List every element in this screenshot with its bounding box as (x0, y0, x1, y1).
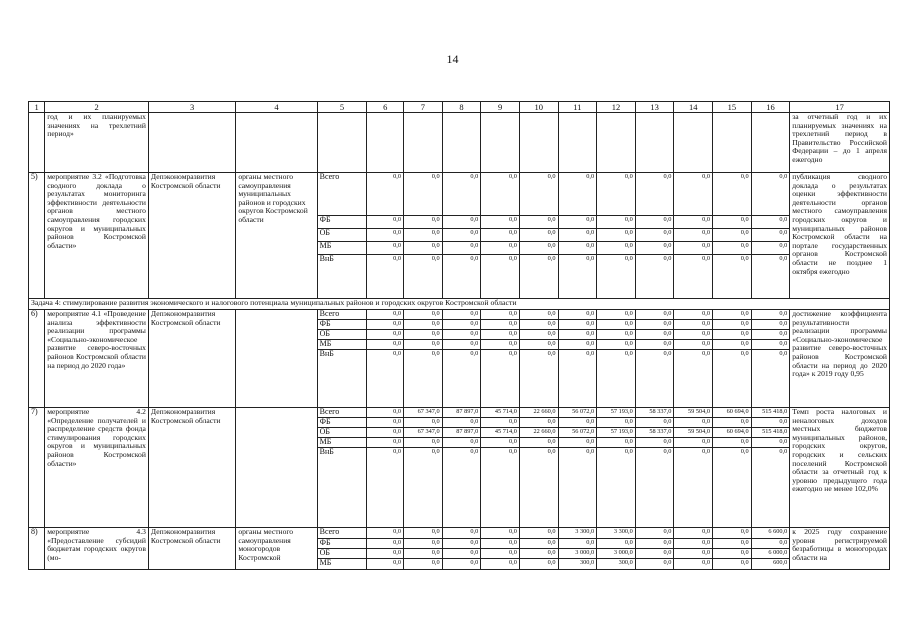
activity-coexecutor: органы местного самоуправления моногородов Костромской (236, 528, 317, 570)
funding-source: ОБ (317, 229, 367, 242)
funding-value: 0,0 (635, 310, 674, 320)
funding-source: ФБ (317, 216, 367, 229)
funding-value: 56 072,0 (558, 408, 597, 418)
funding-value: 0,0 (751, 173, 790, 216)
funding-value: 0,0 (481, 528, 520, 539)
column-number: 12 (597, 102, 636, 113)
funding-value: 45 714,0 (481, 428, 520, 438)
funding-value: 0,0 (713, 549, 752, 559)
funding-value: 0,0 (597, 539, 636, 549)
funding-value: 6 600,0 (751, 528, 790, 539)
funding-source: МБ (317, 340, 367, 350)
funding-value: 0,0 (751, 350, 790, 408)
funding-value: 0,0 (481, 350, 520, 408)
funding-value: 0,0 (597, 242, 636, 255)
funding-value: 0,0 (751, 320, 790, 330)
funding-value: 59 504,0 (674, 408, 713, 418)
funding-value: 3 300,0 (558, 528, 597, 539)
funding-source: ОБ (317, 428, 367, 438)
funding-value: 0,0 (635, 438, 674, 448)
funding-value: 0,0 (558, 340, 597, 350)
activity-name: мероприятие 3.2 «Подготовка сводного доклада о результатах мониторинга эффективности деятельности органов местного самоуправления городских округов и муниципальных районов Костромской области» (45, 173, 149, 299)
funding-value: 0,0 (442, 310, 481, 320)
funding-value: 0,0 (367, 438, 404, 448)
funding-value: 3 300,0 (597, 528, 636, 539)
funding-value: 0,0 (674, 539, 713, 549)
funding-value: 0,0 (442, 438, 481, 448)
funding-value: 0,0 (481, 229, 520, 242)
column-number: 14 (674, 102, 713, 113)
funding-value: 0,0 (635, 216, 674, 229)
funding-value: 0,0 (519, 549, 558, 559)
activity-row (29, 408, 890, 418)
funding-value: 0,0 (404, 310, 443, 320)
funding-value: 0,0 (674, 448, 713, 528)
column-number: 9 (481, 102, 520, 113)
funding-value: 0,0 (558, 539, 597, 549)
funding-value: 0,0 (367, 448, 404, 528)
funding-value: 0,0 (674, 340, 713, 350)
funding-value: 0,0 (635, 229, 674, 242)
funding-value: 0,0 (519, 310, 558, 320)
funding-value: 0,0 (674, 320, 713, 330)
continued-result-text: за отчетный год и их планируемых значениях на трехлетний период в Правительство Российской Федерации – до 1 апреля ежегодно (790, 113, 890, 173)
funding-value: 0,0 (597, 330, 636, 340)
funding-value: 0,0 (674, 330, 713, 340)
funding-value: 0,0 (713, 255, 752, 299)
funding-value: 0,0 (442, 418, 481, 428)
funding-value: 0,0 (751, 255, 790, 299)
funding-value: 67 347,0 (404, 408, 443, 418)
activity-coexecutor (236, 310, 317, 408)
funding-value: 0,0 (519, 330, 558, 340)
funding-value: 0,0 (713, 229, 752, 242)
funding-value: 0,0 (404, 549, 443, 559)
funding-value: 0,0 (558, 320, 597, 330)
funding-value: 0,0 (519, 173, 558, 216)
activity-coexecutor: органы местного самоуправления муниципальных районов и городских округов Костромской области (236, 173, 317, 299)
funding-value: 0,0 (713, 448, 752, 528)
funding-value: 0,0 (558, 448, 597, 528)
funding-value: 60 694,0 (713, 408, 752, 418)
funding-value: 0,0 (674, 216, 713, 229)
funding-value: 0,0 (481, 418, 520, 428)
funding-value: 0,0 (674, 310, 713, 320)
funding-value: 0,0 (558, 216, 597, 229)
column-number: 2 (45, 102, 149, 113)
funding-source: ФБ (317, 418, 367, 428)
funding-value: 0,0 (597, 216, 636, 229)
funding-value: 0,0 (442, 340, 481, 350)
funding-value: 87 897,0 (442, 408, 481, 418)
funding-value: 0,0 (597, 418, 636, 428)
funding-value: 0,0 (713, 310, 752, 320)
activity-index: 6) (29, 310, 45, 408)
funding-value: 0,0 (481, 216, 520, 229)
activity-row (29, 173, 890, 216)
funding-value: 0,0 (751, 448, 790, 528)
funding-value: 3 000,0 (558, 549, 597, 559)
funding-value: 0,0 (635, 549, 674, 559)
funding-value: 0,0 (519, 559, 558, 570)
funding-source: МБ (317, 559, 367, 570)
funding-value: 0,0 (558, 242, 597, 255)
funding-value: 0,0 (674, 549, 713, 559)
funding-value: 0,0 (635, 330, 674, 340)
funding-value: 0,0 (481, 255, 520, 299)
activity-coexecutor (236, 408, 317, 528)
funding-value: 0,0 (635, 173, 674, 216)
funding-value: 0,0 (597, 448, 636, 528)
funding-value: 0,0 (635, 242, 674, 255)
funding-source: ФБ (317, 539, 367, 549)
funding-value: 22 660,0 (519, 408, 558, 418)
funding-value: 0,0 (442, 350, 481, 408)
page-number: 14 (446, 52, 459, 66)
funding-value: 3 000,0 (597, 549, 636, 559)
funding-value: 0,0 (751, 310, 790, 320)
activity-executor: Депэкономразвития Костромской области (148, 310, 235, 408)
funding-value: 0,0 (713, 418, 752, 428)
funding-value: 0,0 (481, 242, 520, 255)
funding-source: МБ (317, 438, 367, 448)
activity-executor: Депэкономразвития Костромской области (148, 528, 235, 570)
task-heading: Задача 4: стимулирование развития экономического и налогового потенциала муниципальных районов и городских округов Костромской области (29, 299, 890, 310)
funding-value: 0,0 (442, 549, 481, 559)
funding-source: ВнБ (317, 448, 367, 528)
funding-value: 0,0 (367, 173, 404, 216)
funding-value: 0,0 (597, 340, 636, 350)
funding-value: 0,0 (404, 242, 443, 255)
funding-value: 0,0 (558, 418, 597, 428)
funding-value: 300,0 (597, 559, 636, 570)
funding-value: 0,0 (367, 242, 404, 255)
funding-value: 0,0 (558, 310, 597, 320)
funding-source: Всего (317, 528, 367, 539)
funding-value: 0,0 (367, 229, 404, 242)
column-number: 16 (751, 102, 790, 113)
column-number: 17 (790, 102, 890, 113)
funding-value: 0,0 (713, 216, 752, 229)
funding-value: 0,0 (519, 320, 558, 330)
funding-value: 0,0 (519, 350, 558, 408)
funding-value: 0,0 (367, 408, 404, 418)
column-number: 15 (713, 102, 752, 113)
funding-value: 0,0 (635, 448, 674, 528)
activity-index: 7) (29, 408, 45, 528)
funding-value: 0,0 (367, 559, 404, 570)
funding-value: 0,0 (558, 229, 597, 242)
funding-value: 515 418,0 (751, 428, 790, 438)
funding-value: 0,0 (597, 350, 636, 408)
funding-value: 0,0 (404, 320, 443, 330)
funding-value: 67 347,0 (404, 428, 443, 438)
funding-value: 0,0 (367, 216, 404, 229)
funding-value: 0,0 (597, 310, 636, 320)
funding-value: 0,0 (751, 330, 790, 340)
funding-value: 6 000,0 (751, 549, 790, 559)
column-number: 8 (442, 102, 481, 113)
funding-value: 0,0 (367, 539, 404, 549)
funding-value: 0,0 (367, 320, 404, 330)
funding-value: 0,0 (597, 173, 636, 216)
funding-value: 0,0 (519, 242, 558, 255)
funding-value: 0,0 (635, 350, 674, 408)
funding-value: 0,0 (367, 528, 404, 539)
activity-row (29, 528, 890, 539)
funding-value: 0,0 (674, 173, 713, 216)
funding-value: 0,0 (481, 438, 520, 448)
funding-value: 0,0 (404, 528, 443, 539)
funding-value: 0,0 (367, 428, 404, 438)
column-number: 4 (236, 102, 317, 113)
activity-name: мероприятие 4.2 «Определение получателей и распределение средств фонда стимулирования городских округов и муниципальных районов Костромской области» (45, 408, 149, 528)
column-number: 7 (404, 102, 443, 113)
funding-value: 0,0 (713, 559, 752, 570)
funding-value: 0,0 (597, 320, 636, 330)
activity-executor: Депэкономразвития Костромской области (148, 408, 235, 528)
funding-value: 0,0 (713, 330, 752, 340)
funding-value: 0,0 (674, 229, 713, 242)
funding-value: 0,0 (367, 255, 404, 299)
funding-value: 57 193,0 (597, 428, 636, 438)
funding-source: МБ (317, 242, 367, 255)
funding-value: 0,0 (751, 438, 790, 448)
funding-value: 0,0 (635, 418, 674, 428)
funding-value: 0,0 (635, 559, 674, 570)
activity-row (29, 310, 890, 320)
funding-value: 0,0 (404, 330, 443, 340)
funding-value: 0,0 (597, 438, 636, 448)
funding-source: ВнБ (317, 350, 367, 408)
funding-value: 0,0 (519, 438, 558, 448)
funding-value: 0,0 (713, 438, 752, 448)
funding-value: 0,0 (481, 173, 520, 216)
funding-value: 0,0 (442, 330, 481, 340)
funding-value: 58 337,0 (635, 428, 674, 438)
funding-value: 0,0 (404, 448, 443, 528)
funding-value: 0,0 (404, 216, 443, 229)
funding-value: 60 694,0 (713, 428, 752, 438)
funding-value: 0,0 (635, 539, 674, 549)
activity-name: мероприятие 4.1 «Проведение анализа эффективности реализации программы «Социально-экономическое развитие северо-восточных районов Костромской области на период до 2020 года» (45, 310, 149, 408)
program-activities-table (28, 101, 890, 570)
funding-value: 0,0 (404, 559, 443, 570)
funding-value: 0,0 (674, 242, 713, 255)
funding-value: 87 897,0 (442, 428, 481, 438)
funding-value: 0,0 (404, 229, 443, 242)
funding-value: 0,0 (404, 173, 443, 216)
funding-value: 0,0 (442, 255, 481, 299)
funding-value: 0,0 (713, 528, 752, 539)
funding-source: Всего (317, 408, 367, 418)
funding-value: 0,0 (442, 528, 481, 539)
activity-index: 8) (29, 528, 45, 570)
funding-value: 0,0 (597, 255, 636, 299)
column-number: 13 (635, 102, 674, 113)
funding-value: 0,0 (558, 255, 597, 299)
funding-source: ФБ (317, 320, 367, 330)
funding-value: 0,0 (519, 539, 558, 549)
funding-value: 300,0 (558, 559, 597, 570)
funding-value: 0,0 (442, 320, 481, 330)
funding-value: 0,0 (713, 173, 752, 216)
funding-value: 0,0 (519, 229, 558, 242)
funding-source: ОБ (317, 330, 367, 340)
column-number: 6 (367, 102, 404, 113)
funding-value: 0,0 (519, 340, 558, 350)
activity-executor: Депэкономразвития Костромской области (148, 173, 235, 299)
funding-value: 0,0 (404, 539, 443, 549)
funding-value: 0,0 (713, 539, 752, 549)
funding-value: 0,0 (713, 340, 752, 350)
funding-value: 0,0 (367, 330, 404, 340)
funding-source: Всего (317, 310, 367, 320)
funding-value: 0,0 (519, 448, 558, 528)
column-number: 5 (317, 102, 367, 113)
activity-name: мероприятие 4.3 «Предоставление субсидий бюджетам городских округов (мо- (45, 528, 149, 570)
funding-value: 45 714,0 (481, 408, 520, 418)
funding-value: 0,0 (442, 559, 481, 570)
funding-value: 0,0 (404, 350, 443, 408)
continued-activity-text: год и их планируемых значениях на трехлетний период» (45, 113, 149, 173)
funding-value: 0,0 (751, 216, 790, 229)
column-number-row (29, 102, 890, 113)
funding-value: 0,0 (481, 340, 520, 350)
funding-value: 0,0 (404, 418, 443, 428)
funding-value: 0,0 (674, 528, 713, 539)
funding-value: 0,0 (713, 350, 752, 408)
funding-value: 0,0 (558, 330, 597, 340)
funding-value: 0,0 (674, 255, 713, 299)
funding-value: 56 072,0 (558, 428, 597, 438)
funding-value: 0,0 (367, 310, 404, 320)
funding-value: 0,0 (481, 310, 520, 320)
column-number: 10 (519, 102, 558, 113)
column-number: 11 (558, 102, 597, 113)
funding-value: 0,0 (404, 438, 443, 448)
funding-value: 0,0 (751, 242, 790, 255)
funding-value: 0,0 (367, 549, 404, 559)
expected-result: достижение коэффициента результативности реализации программы «Социально-экономическое развитие северо-восточных районов Костромской области на период до 2020 года» к 2019 году 0,95 (790, 310, 890, 408)
funding-source: Всего (317, 173, 367, 216)
funding-value: 515 418,0 (751, 408, 790, 418)
funding-value: 0,0 (751, 418, 790, 428)
funding-value: 0,0 (519, 418, 558, 428)
funding-source: ВнБ (317, 255, 367, 299)
funding-value: 0,0 (674, 350, 713, 408)
funding-value: 0,0 (519, 216, 558, 229)
funding-value: 0,0 (442, 216, 481, 229)
funding-value: 22 660,0 (519, 428, 558, 438)
funding-value: 0,0 (674, 438, 713, 448)
funding-value: 58 337,0 (635, 408, 674, 418)
funding-value: 0,0 (519, 528, 558, 539)
continued-row (29, 113, 890, 173)
funding-value: 0,0 (442, 539, 481, 549)
funding-value: 0,0 (519, 255, 558, 299)
funding-value: 0,0 (558, 350, 597, 408)
funding-value: 0,0 (635, 528, 674, 539)
funding-value: 0,0 (558, 173, 597, 216)
funding-value: 0,0 (367, 418, 404, 428)
funding-value: 59 504,0 (674, 428, 713, 438)
funding-value: 0,0 (481, 549, 520, 559)
funding-value: 0,0 (635, 255, 674, 299)
funding-value: 0,0 (481, 448, 520, 528)
funding-value: 0,0 (367, 350, 404, 408)
funding-value: 0,0 (597, 229, 636, 242)
funding-value: 0,0 (635, 340, 674, 350)
expected-result: публикация сводного доклада о результатах оценки эффективности деятельности органов местного самоуправления городских округов и муниципальных районов Костромской области на портале государственных органов Костромской области не позднее 1 октября ежегодно (790, 173, 890, 299)
funding-value: 0,0 (713, 320, 752, 330)
funding-value: 600,0 (751, 559, 790, 570)
task-row (29, 299, 890, 310)
funding-value: 0,0 (751, 229, 790, 242)
funding-value: 0,0 (442, 229, 481, 242)
expected-result: Темп роста налоговых и неналоговых доходов местных бюджетов муниципальных районов, городских округов, городских и сельских поселений Костромской области за отчетный год к уровню предыдущего года ежегодно не менее 102,0% (790, 408, 890, 528)
funding-value: 0,0 (674, 418, 713, 428)
funding-value: 0,0 (404, 340, 443, 350)
funding-value: 0,0 (481, 330, 520, 340)
funding-value: 0,0 (481, 539, 520, 549)
funding-value: 0,0 (674, 559, 713, 570)
funding-value: 0,0 (713, 242, 752, 255)
funding-value: 0,0 (442, 173, 481, 216)
funding-value: 0,0 (558, 438, 597, 448)
funding-value: 57 193,0 (597, 408, 636, 418)
funding-value: 0,0 (635, 320, 674, 330)
funding-value: 0,0 (442, 242, 481, 255)
funding-value: 0,0 (404, 255, 443, 299)
funding-source: ОБ (317, 549, 367, 559)
funding-value: 0,0 (751, 340, 790, 350)
activity-index: 5) (29, 173, 45, 299)
column-number: 1 (29, 102, 45, 113)
funding-value: 0,0 (481, 559, 520, 570)
funding-value: 0,0 (751, 539, 790, 549)
funding-value: 0,0 (481, 320, 520, 330)
funding-value: 0,0 (367, 340, 404, 350)
column-number: 3 (148, 102, 235, 113)
expected-result: к 2025 году сохранение уровня регистрируемой безработицы в моногородах области на (790, 528, 890, 570)
funding-value: 0,0 (442, 448, 481, 528)
